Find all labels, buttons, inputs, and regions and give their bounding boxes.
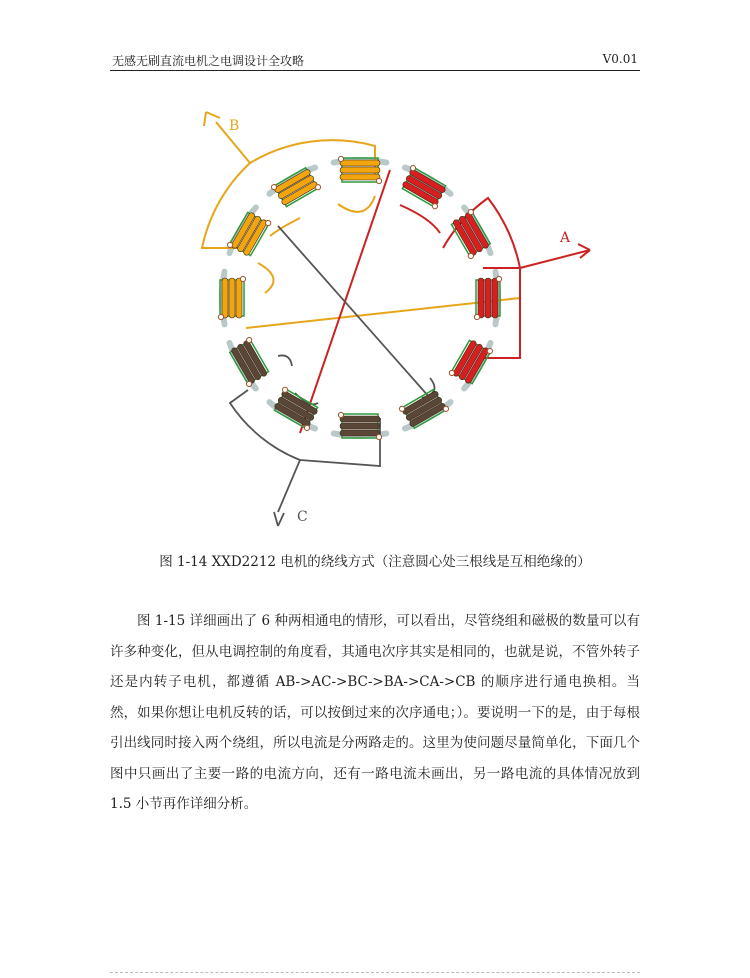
header-title: 无感无刷直流电机之电调设计全攻略	[112, 54, 305, 68]
coil-phase-b	[270, 165, 321, 210]
header-version: V0.01	[602, 52, 638, 66]
motor-winding-diagram	[160, 108, 620, 538]
coil-phase-c	[338, 412, 381, 439]
label-phase-b: B	[229, 118, 240, 134]
label-phase-a: A	[560, 230, 571, 246]
coil-group	[218, 156, 501, 439]
body-paragraph: 图 1-15 详细画出了 6 种两相通电的情形，可以看出，尽管绕组和磁极的数量可以有许多种变化，但从电调控制的角度看，其通电次序其实是相同的，也就是说，不管外转子还是内转子电机，都遵循 AB->AC->BC->BA->CA->CB 的顺序进行通电换相。当然，如果你想让电机反转的话，可以按倒过来的次序通电；）。要说明一下的是，由于每根引出线同时接入两个绕组，所以电流是分两路走的。这里为使问题尽量简单化，下面几个图中只画出了主要一路的电流方向，还有一路电流未画出，另一路电流的具体情况放到 1.5 小节再作详细分析。	[110, 613, 640, 812]
phase-a-lead	[300, 170, 590, 433]
coil-phase-c	[227, 336, 272, 387]
arrow-c-icon	[274, 512, 284, 526]
figure-caption: 图 1-14 XXD2212 电机的绕线方式（注意圆心处三根线是互相绝缘的）	[159, 554, 591, 570]
coil-phase-c	[398, 386, 449, 431]
coil-phase-a	[474, 276, 501, 319]
stator-teeth	[222, 160, 498, 436]
coil-phase-a	[448, 336, 493, 387]
coil-phase-a	[398, 165, 449, 210]
coil-phase-b	[218, 276, 245, 319]
coil-phase-a	[448, 208, 493, 259]
page-header	[110, 50, 640, 71]
body-text	[110, 606, 640, 820]
coil-phase-b	[338, 156, 381, 183]
coil-phase-b	[227, 208, 272, 259]
footer-rule	[110, 972, 640, 973]
label-phase-c: C	[297, 509, 308, 525]
motor-winding-figure	[160, 108, 620, 538]
